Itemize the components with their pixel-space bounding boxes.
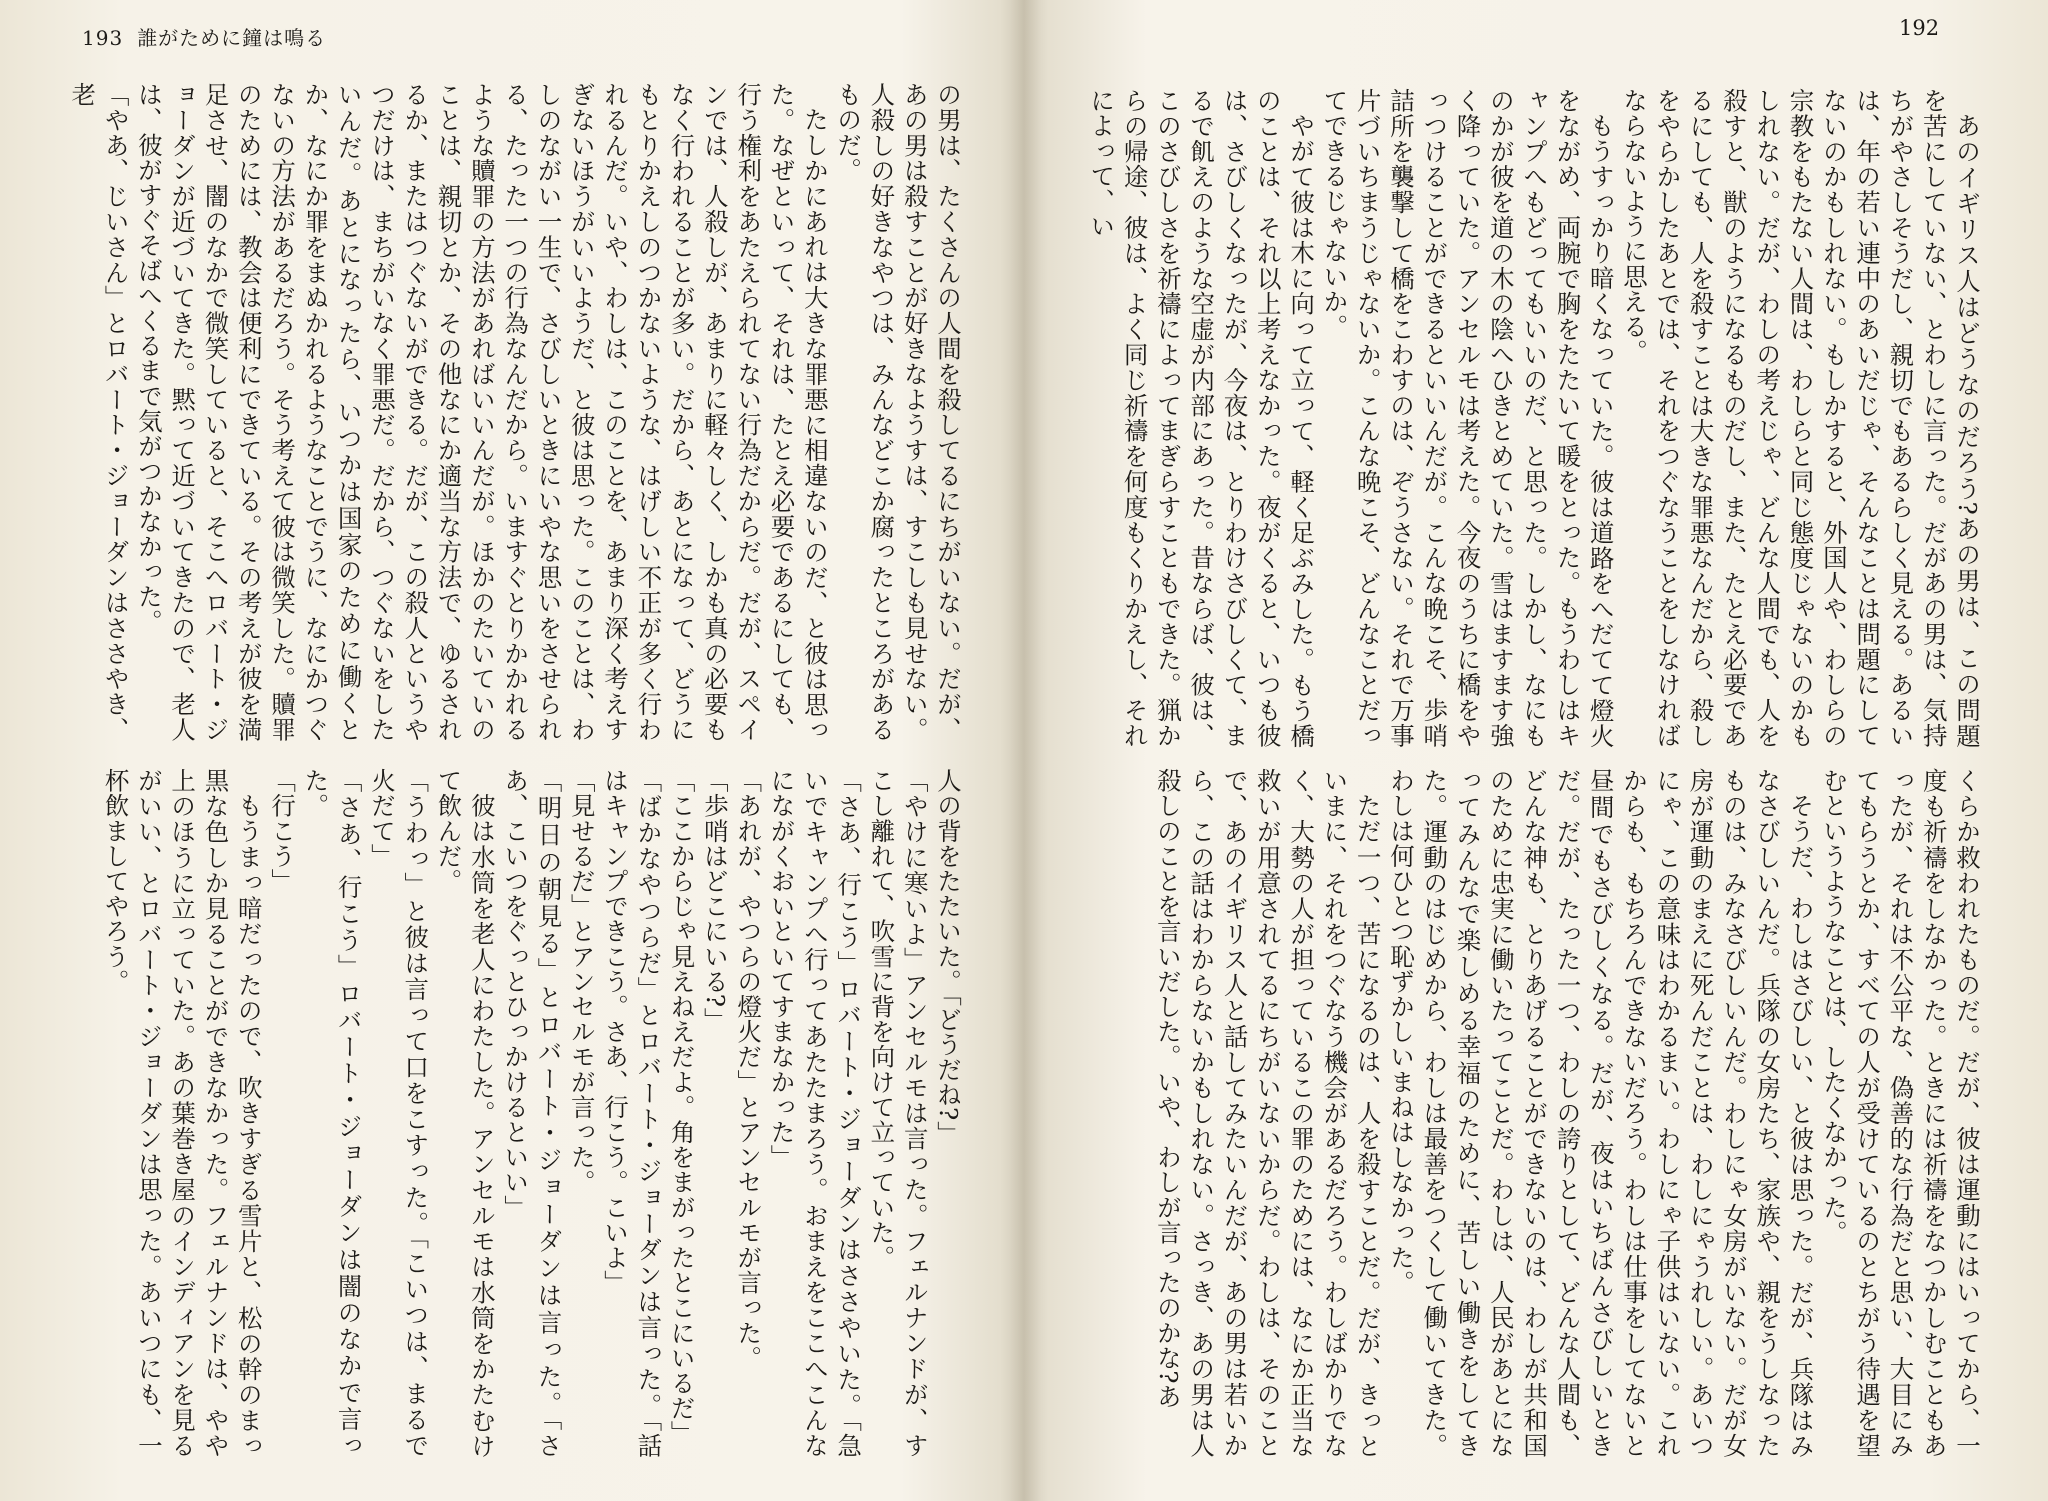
- running-head: [82, 22, 326, 51]
- left-page: [0, 0, 1010, 1501]
- paragraph: やがて彼は木に向って立って、軽く足ぶみした。もう橋のことは、それ以上考えなかった。夜がくると、いつも彼は、さびしくなったが、今夜は、とりわけさびしくて、まるで飢えのような空虚が内部にあった。昔ならば、彼は、このさびしさを祈禱によってまぎらすこともできた。猟からの帰途、彼は、よく同じ祈禱を何度もくりかえし、それによって、い: [1087, 88, 1317, 748]
- paragraph: もうすっかり暗くなっていた。彼は道路をへだてて燈火をながめ、両腕で胸をたたいて暖をとった。もうわしはキャンプへもどってもいいのだ、と思った。しかし、なにものかが彼を道の木の陰へひきとめていた。雪はますます強く降っていた。アンセルモは考えた。今夜のうちに橋をやっつけることができるといいんだが。こんな晩こそ、歩哨詰所を襲撃して橋をこわすのは、ぞうさない。それで万事片づいちまうじゃないか。こんな晩こそ、どんなことだってできるじゃないか。: [1320, 88, 1616, 748]
- dialogue-line: 「行こう」: [268, 768, 298, 894]
- paragraph: の男は、たくさんの人間を殺してるにちがいない。だが、あの男は殺すことが好きなようすは、すこしも見せない。人殺しの好きなやつは、みんなどこか腐ったところがあるものだ。: [834, 82, 963, 742]
- page-number: 192: [1899, 16, 1940, 40]
- dialogue-line: 「歩哨はどこにいる?」: [700, 768, 730, 1033]
- dialogue-line: 「ばかなやつらだ」とロバート・ジョーダンは言った。「話はキャンプできこう。さあ、行こう。こいよ」: [601, 768, 664, 1458]
- right-lower-text: [1084, 768, 1984, 1458]
- dialogue-line: 「うわっ」と彼は言って口をこすった。「こいつは、まるで火だて」: [367, 768, 431, 1458]
- dialogue-line: 「見せるだ」とアンセルモが言った。: [567, 768, 597, 1195]
- dialogue-line: 「やけに寒いよ」アンセルモは言った。フェルナンドが、すこし離れて、吹雪に背を向けて立っていた。: [867, 768, 930, 1458]
- right-page: [1024, 0, 2048, 1501]
- paragraph: 彼は水筒を老人にわたした。アンセルモは水筒をかたむけて飲んだ。: [434, 768, 497, 1458]
- dialogue-line: 「あれが、やつらの燈火だ」とアンセルモが言った。: [734, 768, 764, 1371]
- paragraph: 人の背をたたいた。「どうだね?」: [934, 768, 963, 1146]
- running-title: 誰がために鐘は鳴る: [137, 26, 327, 50]
- paragraph: もうまっ暗だったので、吹きすぎる雪片と、松の幹のまっ黒な色しか見ることができなかった。フェルナンドは、やや上のほうに立っていた。あの葉巻き屋のインディアンを見るがいい、とロバート・ジョーダンは思った。あいつにも、一杯飲ましてやろう。: [101, 768, 264, 1458]
- page-number: 193: [82, 26, 124, 50]
- dialogue-line: 「明日の朝見る」とロバート・ジョーダンは言った。「さあ、こいつをぐっとひっかけるといい」: [501, 768, 564, 1458]
- paragraph: あのイギリス人はどうなのだろう?あの男は、この問題を苦にしていない、とわしに言った。だがあの男は、気持ちがやさしそうだし、親切でもあるらしく見える。あるいは、年の若い連中のあいだじゃ、そんなことは問題にしてないのかもしれない。もしかすると、外国人や、わしらの宗教をもたない人間は、わしらと同じ態度じゃないのかもしれない。だが、わしの考えじゃ、どんな人間でも、人を殺すと、獣のようになるものだし、また、たとえ必要であるにしても、人を殺すことは大きな罪悪なんだから、殺しをやらかしたあとでは、それをつぐなうことをしなければならないように思える。: [1620, 88, 1982, 748]
- dialogue-line: 「さあ、行こう」ロバート・ジョーダンはささやいた。「急いでキャンプへ行ってあたたまろう。おまえをここへこんなにながくおいといてすまなかった」: [767, 768, 864, 1458]
- left-lower-text: [85, 768, 965, 1458]
- dialogue-line: 「ここからじゃ見えねえだよ。角をまがったとこにいるだ」: [667, 768, 697, 1446]
- dialogue-line: 「やあ、じいさん」とロバート・ジョーダンはささやき、老: [68, 82, 131, 742]
- paragraph: ただ一つ、苦になるのは、人を殺すことだ。だが、きっといまに、それをつぐなう機会があるだろう。わしばかりでなく、大勢の人が担っているこの罪のためには、なにか正当な救いが用意されてるにちがいないからだ。わしは、そのことで、あのイギリス人と話してみたいんだが、あの男は若いから、この話はわからないかもしれない。さっき、あの男は人殺しのことを言いだした。いや、わしが言ったのかな?あ: [1153, 768, 1383, 1458]
- dialogue-line: 「さあ、行こう」ロバート・ジョーダンは闇のなかで言った。: [301, 768, 364, 1458]
- right-upper-text: [1084, 88, 1984, 748]
- left-upper-text: [68, 82, 965, 742]
- paragraph: くらか救われたものだ。だが、彼は運動にはいってから、一度も祈禱をしなかった。ときには祈禱をなつかしむこともあったが、それは不公平な、偽善的な行為だと思い、大目にみてもらうとか、すべての人が受けているのとちがう待遇を望むというようなことは、したくなかった。: [1819, 768, 1982, 1458]
- paragraph: たしかにあれは大きな罪悪に相違ないのだ、と彼は思った。なぜといって、それは、たとえ必要であるにしても、行う権利をあたえられてない行為だからだ。だが、スペインでは、人殺しが、あまりに軽々しく、しかも真の必要もなく行われることが多い。だから、あとになって、どうにもとりかえしのつかないような、はげしい不正が多く行われるんだ。いや、わしは、このことを、あまり深く考えすぎないほうがいいようだ、と彼は思った。このことは、わしのながい一生で、さびしいときにいやな思いをさせられる、たった一つの行為なんだから。いますぐとりかかれるような贖罪の方法があればいいんだが。ほかのたいていのことは、親切とか、その他なにか適当な方法で、ゆるされるか、またはつぐないができる。だが、この殺人というやつだけは、まちがいなく罪悪だ。だから、つぐないをしたいんだ。あとになったら、いつかは国家のために働くとか、なにか罪をまぬかれるようなことでうに、なにかつぐないの方法があるだろう。そう考えて彼は微笑した。贖罪のためには、教会は便利にできている。その考えが彼を満足させ、闇のなかで微笑していると、そこへロバート・ジョーダンが近づいてきた。黙って近づいてきたので、老人は、彼がすぐそばへくるまで気がつかなかった。: [134, 82, 830, 742]
- paragraph: そうだ、わしはさびしい、と彼は思った。だが、兵隊はみなさびしいんだ。兵隊の女房たち、家族や、親をうしなったものは、みなさびしいんだ。わしにゃ女房がいない。だが女房が運動のまえに死んだことは、わしにゃうれしい。あいつにゃ、この意味はわかるまい。わしにゃ子供はいない。これからも、もちろんできないだろう。わしは仕事をしてないと昼間でもさびしくなる。だが、夜はいちばんさびしいときだ。だが、たった一つ、わしの誇りとして、どんな人間も、どんな神も、とりあげることができないのは、わしが共和国のために忠実に働いたってことだ。わしは、人民があとになってみんなで楽しめる幸福のために、苦しい働きをしてきた。運動のはじめから、わしは最善をつくして働いてきた。わしは何ひとつ恥ずかしいまねはしなかった。: [1386, 768, 1816, 1458]
